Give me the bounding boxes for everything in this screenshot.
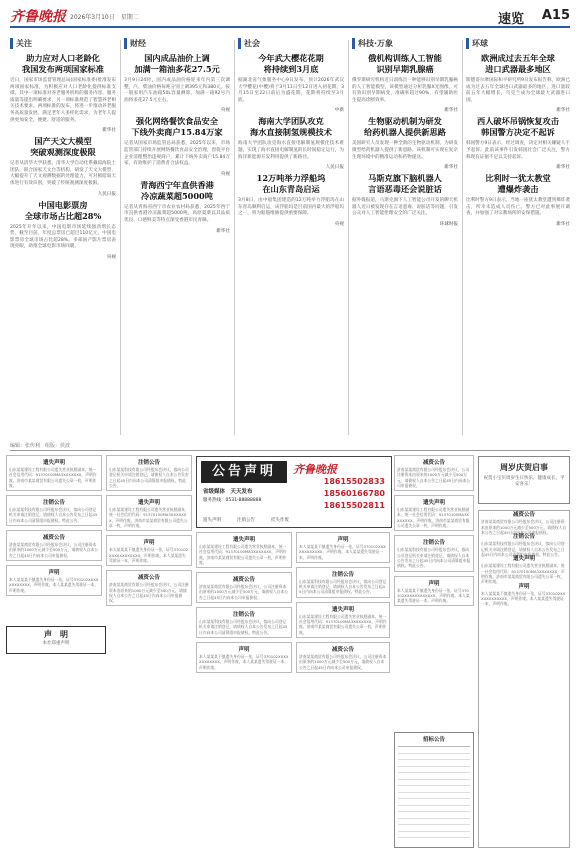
notice-title: 减资公告 (331, 646, 354, 653)
article-body: 记者从国家市场监管总局获悉，2025年以来，市场监管部门持续开展网络餐饮食品安全治理，督促平台企业清理整治违规商户，累计下线外卖商户15.84万家，有效维护了消费者合法权益。 (124, 141, 230, 167)
notice-title: 声明 (428, 580, 440, 587)
article-body: 近日，国家市场监督管理总局(国家标准委)批准发布两项国家标准，为积极应对人口老龄化提供标准支撑。其中一项标准对养老服务机构的服务内容、服务质量等提出明确要求，另一项标准规范了智慧养老相关技术要求。两项标准的发布，将进一步推动养老服务高质量发展，满足老年人多样化需求，为老年人提供更加安全、便捷、舒适的服务。 (10, 78, 116, 123)
headline[interactable]: 欧洲成过去五年全球 进口武器最多地区 (481, 53, 555, 74)
notice-body: 济南某某商贸有限公司经股东会决议，公司注册资本由原来的1000万元减少至500万元，请债权人自本公告之日起45日内向本公司申报债权。 (9, 542, 99, 558)
notice-body: 济南某某商贸有限公司经股东会决议，公司注册资本由原来的1000万元减少至500万元，请债权人自本公告之日起45日内向本公司申报债权。 (299, 653, 387, 670)
notice-body: 山东某某建设工程有限公司遗失营业执照副本，统一社会信用代码：91370100MA3XXXXXXX，声明作废。济南市某某商贸有限公司遗失公章一枚，声明作废。 (481, 563, 565, 585)
notice-item (6, 530, 102, 561)
service-tag: 注销公告 (237, 518, 255, 523)
notice-body: 济南某某商贸有限公司经股东会决议，公司注册资本由原来的1000万元减少至500万元，请债权人自本公告之日起45日内向本公司申报债权。 (109, 582, 189, 604)
notice-title: 注销公告 (331, 571, 354, 578)
headline[interactable]: 比利时一犹太教堂 遭爆炸袭击 (485, 173, 551, 195)
editor-credit: 编辑：张传利 组版：侯波 (10, 443, 71, 449)
tender-table (394, 732, 474, 848)
article-source: 新华社 (556, 221, 570, 227)
headline[interactable]: 12万吨举力浮船坞 在山东青岛启运 (256, 173, 326, 195)
newspaper-logo: 齐鲁晚报 (10, 9, 66, 25)
notice-body: 本人某某某不慎遗失身份证一张，证号370102XXXXXXXXXXXX，声明作废。本人某某遗失驾驶证一本，声明作废。 (199, 653, 289, 670)
headline[interactable]: 青海西宁年直供香港 冷凉蔬菜超5000吨 (140, 179, 214, 201)
headline[interactable]: 助力应对人口老龄化 我国发布两项国家标准 (22, 53, 104, 74)
headline[interactable]: 西人破坏吊锅恢复攻击 韩国警方决定不起诉 (477, 116, 559, 138)
notice-item (296, 642, 390, 673)
column-caijing (124, 38, 230, 438)
notice-title: 减资公告 (422, 460, 445, 466)
column-tag: 科技·万象 (352, 38, 458, 49)
article-body: 据外媒报道，马斯克旗下人工智能公司开发的聊天机器人近日被发现存在言语恶毒、说脏话等问题，引发公众对人工智能伦理安全的广泛关注。 (352, 198, 458, 217)
phone-number[interactable]: 18560166780 (323, 489, 385, 498)
notice-title: 注销公告 (137, 460, 160, 466)
article-source: 央视 (106, 254, 116, 260)
article-source: 央视 (220, 108, 230, 114)
notice-body: 山东某某建设工程有限公司遗失营业执照副本，统一社会信用代码：91370100MA3XXXXXXX，声明作废。济南市某某商贸有限公司遗失公章一枚，声明作废。 (397, 507, 470, 529)
banner-hotline: 服务热线：0531-88888888 (203, 498, 262, 503)
article-body: 记者从青海省西宁市农业农村局获悉，2025年西宁市直供香港冷凉蔬菜超5000吨，高原夏菜以其品质优良、口感鲜美等特点深受香港市民青睐。 (124, 204, 230, 223)
notice-title: 注销公告 (512, 534, 535, 541)
notice-body: 本人某某某不慎遗失身份证一张，证号370102XXXXXXXXXXXX，声明作废。本人某某遗失驾驶证一本，声明作废。 (9, 576, 99, 593)
announcement-title: 公告声明 (201, 461, 287, 483)
service-tag: 遗失声明 (203, 518, 221, 523)
notice-body: 济南某某商贸有限公司经股东会决议，公司注册资本由原来的1000万元减少至500万元，请债权人自本公告之日起45日内向本公司申报债权。 (199, 584, 289, 600)
notice-body: 济南某某商贸有限公司经股东会决议，公司注册资本由原来的1000万元减少至500万元，请债权人自本公告之日起45日内向本公司申报债权。 (397, 467, 471, 488)
notice-item (394, 576, 474, 607)
headline[interactable]: 马斯克旗下脑机器人 言语恶毒还会说脏话 (368, 173, 442, 195)
notice-item (296, 567, 390, 598)
column-keji (352, 38, 458, 438)
statement-box (6, 626, 106, 654)
notice-item (6, 565, 102, 596)
column-shehui (238, 38, 344, 438)
notice-body: 济南某某商贸有限公司经股东会决议，公司注册资本由原来的1000万元减少至500万元，请债权人自本公告之日起45日内向本公司申报债权。 (481, 519, 567, 535)
column-guanzhu (10, 38, 116, 438)
headline[interactable]: 强化网络餐饮食品安全 下线外卖商户15.84万家 (131, 116, 223, 138)
notice-title: 声明 (143, 540, 155, 547)
notice-item (6, 495, 102, 526)
table-row (398, 832, 470, 839)
notice-body: 山东某某科技有限公司经股东会决议，拟向公司登记机关申请注销登记，请债权人自本公告发布之日起45日内向本公司清算组申报债权。特此公告。 (109, 467, 189, 488)
article-source: 新华社 (444, 165, 458, 171)
notice-item (196, 572, 292, 603)
notice-column-2 (106, 455, 192, 847)
article-body: 海南大学团队攻克海水直接电解制氢规模化技术难题，实现了海水直接电解制氢的长时间稳定运行，为海洋新能源开发利用提供了新路径。 (238, 141, 344, 160)
statement-body: 本社郑重声明 (42, 641, 70, 646)
issue-date: 2026年3月10日 星期二 (70, 14, 139, 21)
notice-title: 减资公告 (512, 512, 535, 518)
headline[interactable]: 今年武大樱花花期 将持续到3月底 (258, 53, 324, 74)
article-source: 新华社 (556, 108, 570, 114)
headline[interactable]: 国内成品油价上调 加满一箱油多花27.5元 (134, 53, 220, 74)
notice-title: 遗失声明 (42, 460, 65, 466)
notice-title: 声明 (518, 583, 530, 590)
column-huanqiu (466, 38, 570, 438)
column-tag: 社会 (238, 38, 344, 49)
banner-logo: 齐鲁晚报 (293, 463, 337, 476)
notice-title: 声明 (238, 646, 250, 653)
notice-title: 减资公告 (232, 577, 255, 584)
notice-title: 减资公告 (137, 575, 160, 582)
headline[interactable]: 中国电影票房 全球市场占比超28% (24, 199, 102, 221)
column-divider (462, 40, 463, 435)
notice-item (296, 532, 390, 563)
notice-title: 遗失声明 (512, 556, 535, 563)
headline[interactable]: 海南大学团队攻克 海水直接制氢规模技术 (250, 116, 332, 138)
table-grid (398, 746, 470, 838)
notice-column-6 (478, 510, 570, 848)
table-title: 招标公告 (422, 737, 445, 743)
article-source: 人民日报 (97, 191, 116, 197)
column-tag: 关注 (10, 38, 116, 49)
notice-title: 声明 (48, 569, 60, 576)
section-name: 速览 (497, 12, 524, 27)
article-body: 3月9日24时，国内成品油价格迎来年内第三次调整，汽、柴油价格每吨分别上调395元和380元。按一般家用汽车油箱50L容量测算，加满一箱92号汽油将多花27.5元左右。 (124, 78, 230, 103)
celebration-ad (478, 456, 570, 504)
statement-title: 声 明 (44, 630, 68, 639)
article-body: 3月8日，由中船集团建造的12万吨举力浮船坞在山东青岛顺利启运，该浮船坞是目前国内最大的浮船坞之一，将为船舶维修提供重要保障。 (238, 198, 344, 217)
notice-body: 山东某某建设工程有限公司遗失营业执照副本，统一社会信用代码：91370100MA3XXXXXXX，声明作废。济南市某某商贸有限公司遗失公章一枚，声明作废。 (9, 467, 97, 488)
notice-item (394, 455, 474, 491)
notice-body: 本人某某某不慎遗失身份证一张，证号370102XXXXXXXXXXXX，声明作废。本人某某遗失驾驶证一本，声明作废。 (397, 587, 470, 604)
article-source: 新华社 (444, 108, 458, 114)
notice-title: 减资公告 (42, 535, 65, 542)
article-source: 央视 (334, 221, 344, 227)
notice-item (296, 602, 390, 638)
notice-title: 遗失声明 (331, 606, 354, 613)
page-number: A15 (541, 8, 570, 23)
notice-item (196, 532, 292, 568)
notice-title: 注销公告 (42, 500, 65, 507)
notice-body: 山东某某建设工程有限公司遗失营业执照副本，统一社会信用代码：91370100MA3XXXXXXX，声明作废。济南市某某商贸有限公司遗失公章一枚，声明作废。 (109, 507, 189, 529)
notice-item (106, 535, 192, 566)
article-body: 韩国警方9日表示，经过调查，决定对相关嫌疑人不予起诉。此前该事件引发韩国社会广泛关注，警方称现有证据不足以支持起诉。 (466, 141, 570, 160)
notice-column-3 (196, 532, 292, 847)
notice-item (196, 607, 292, 638)
notice-item (394, 535, 474, 571)
notice-body: 本人某某某不慎遗失身份证一张，证号370102XXXXXXXXXXXX，声明作废。本人某某遗失驾驶证一本，声明作废。 (481, 590, 566, 607)
notice-body: 本人某某某不慎遗失身份证一张，证号370102XXXXXXXXXXXX，声明作废。本人某某遗失驾驶证一本，声明作废。 (109, 547, 189, 563)
notice-title: 遗失声明 (232, 537, 255, 543)
phone-number[interactable]: 18615502833 (323, 477, 385, 486)
article-body: 记者从清华大学获悉，清华大学自动化系戴琼海院士团队，联合国家天文台等机构，研发了天文大模型，大幅提升了天文观测数据的处理能力，可对极暗弱天体进行有效识别，突破了传统观测深度极限。 (10, 161, 116, 186)
headline[interactable]: 生物驱动机制为研发 给药机器人提供新思路 (364, 116, 446, 138)
notice-item (6, 455, 102, 491)
notice-title: 遗失声明 (137, 500, 160, 507)
article-body: 俄罗斯研究机构近日训练出一种能够识别早期乳腺癌的人工智能模型，该模型通过分析乳腺X光图像，可有效识别早期病变，准确率超过90%，有望辅助医生提高诊断效率。 (352, 78, 458, 103)
notice-title: 声明 (337, 537, 349, 543)
section-divider (10, 450, 570, 451)
article-body: 据湖北省气象服务中心9日发布，预计2026年武汉大学樱花(中樱)将于3月11日至12日进入初花期，3月15日至22日前后为盛花期，花期将持续至3月底。 (238, 78, 344, 103)
banner-slogan: 省级媒体 天天发布 (203, 489, 253, 495)
article-source: 新华社 (556, 165, 570, 171)
notice-body: 山东某某科技有限公司经股东会决议，拟向公司登记机关申请注销登记，请债权人自本公告发布之日起45日内向本公司清算组申报债权。特此公告。 (481, 541, 565, 557)
notice-item (196, 642, 292, 673)
ad-title: 周岁庆贺启事 (500, 463, 548, 472)
notice-column-4 (296, 532, 390, 847)
column-tag: 财经 (124, 38, 230, 49)
notice-body: 山东某某建设工程有限公司遗失营业执照副本，统一社会信用代码：91370100MA3XXXXXXX，声明作废。济南市某某商贸有限公司遗失公章一枚，声明作废。 (199, 544, 287, 565)
article-body: 比利时警方9日表示，当地一座犹太教堂遭到爆炸袭击，所幸未造成人员伤亡。警方已对此事展开调查，并加强了对宗教场所的安保措施。 (466, 198, 570, 217)
notice-item (106, 495, 192, 531)
notice-item (394, 495, 474, 531)
article-body: 2025年开年以来，中国电影市场延续强劲增长态势，截至目前，年度总票房已超过110亿元，中国电影票房全球市场占比超28%。多部国产影片票房表现亮眼，助推全球电影市场回暖。 (10, 224, 116, 250)
article-body: 美国研究人员发现一种全新的生物驱动机制，为研发微型给药机器人提供了新思路。该机制可实现在复杂生理环境中的精准运动和药物递送。 (352, 141, 458, 160)
header-rule (10, 26, 570, 28)
article-source: 环球时报 (439, 221, 458, 227)
notice-body: 山东某某科技有限公司经股东会决议，拟向公司登记机关申请注销登记，请债权人自本公告发布之日起45日内向本公司清算组申报债权。特此公告。 (9, 507, 98, 523)
notice-title: 遗失声明 (422, 500, 445, 507)
article-source: 人民日报 (325, 165, 344, 171)
notice-item (106, 570, 192, 606)
article-source: 新华社 (102, 128, 116, 134)
notice-title: 注销公告 (422, 540, 445, 547)
notice-body: 山东某某科技有限公司经股东会决议，拟向公司登记机关申请注销登记，请债权人自本公告发布之日起45日内向本公司清算组申报债权。特此公告。 (199, 619, 288, 635)
notice-body: 山东某某科技有限公司经股东会决议，拟向公司登记机关申请注销登记，请债权人自本公告发布之日起45日内向本公司清算组申报债权。特此公告。 (397, 547, 471, 569)
headline[interactable]: 俄机构训练人工智能 识别早期乳腺癌 (368, 53, 442, 74)
page-header (10, 4, 570, 36)
article-body: 斯德哥尔摩国际和平研究所9日发布报告称，欧洲已成为过去五年全球进口武器最多的地区，进口量较前五年大幅增长，乌克兰成为全球最大武器进口国。 (466, 78, 570, 103)
notice-title: 注销公告 (232, 612, 255, 619)
phone-number[interactable]: 18615502811 (323, 501, 385, 510)
notice-column-5 (394, 455, 474, 727)
article-source: 中新 (334, 108, 344, 114)
notice-body: 山东某某科技有限公司经股东会决议，拟向公司登记机关申请注销登记，请债权人自本公告发布之日起45日内向本公司清算组申报债权。特此公告。 (299, 578, 387, 595)
column-divider (120, 40, 121, 435)
article-source: 央视 (220, 171, 230, 177)
notice-body: 山东某某建设工程有限公司遗失营业执照副本，统一社会信用代码：91370100MA3XXXXXXX，声明作废。济南市某某商贸有限公司遗失公章一枚，声明作废。 (299, 613, 387, 635)
article-source: 新华社 (216, 228, 230, 234)
column-divider (234, 40, 235, 435)
headline[interactable]: 国产天文大模型 突破观测深度极限 (30, 136, 96, 158)
announcement-banner[interactable] (196, 456, 392, 528)
ad-body: 祝贺小宝贝周岁生日快乐，健康成长，平安喜乐！ (483, 476, 565, 487)
service-tag: 挂失作废 (271, 518, 289, 523)
notice-body: 本人某某某不慎遗失身份证一张，证号370102XXXXXXXXXXXX，声明作废。本人某某遗失驾驶证一本，声明作废。 (299, 544, 386, 560)
column-divider (348, 40, 349, 435)
column-tag: 环球 (466, 38, 570, 49)
notice-item (106, 455, 192, 491)
